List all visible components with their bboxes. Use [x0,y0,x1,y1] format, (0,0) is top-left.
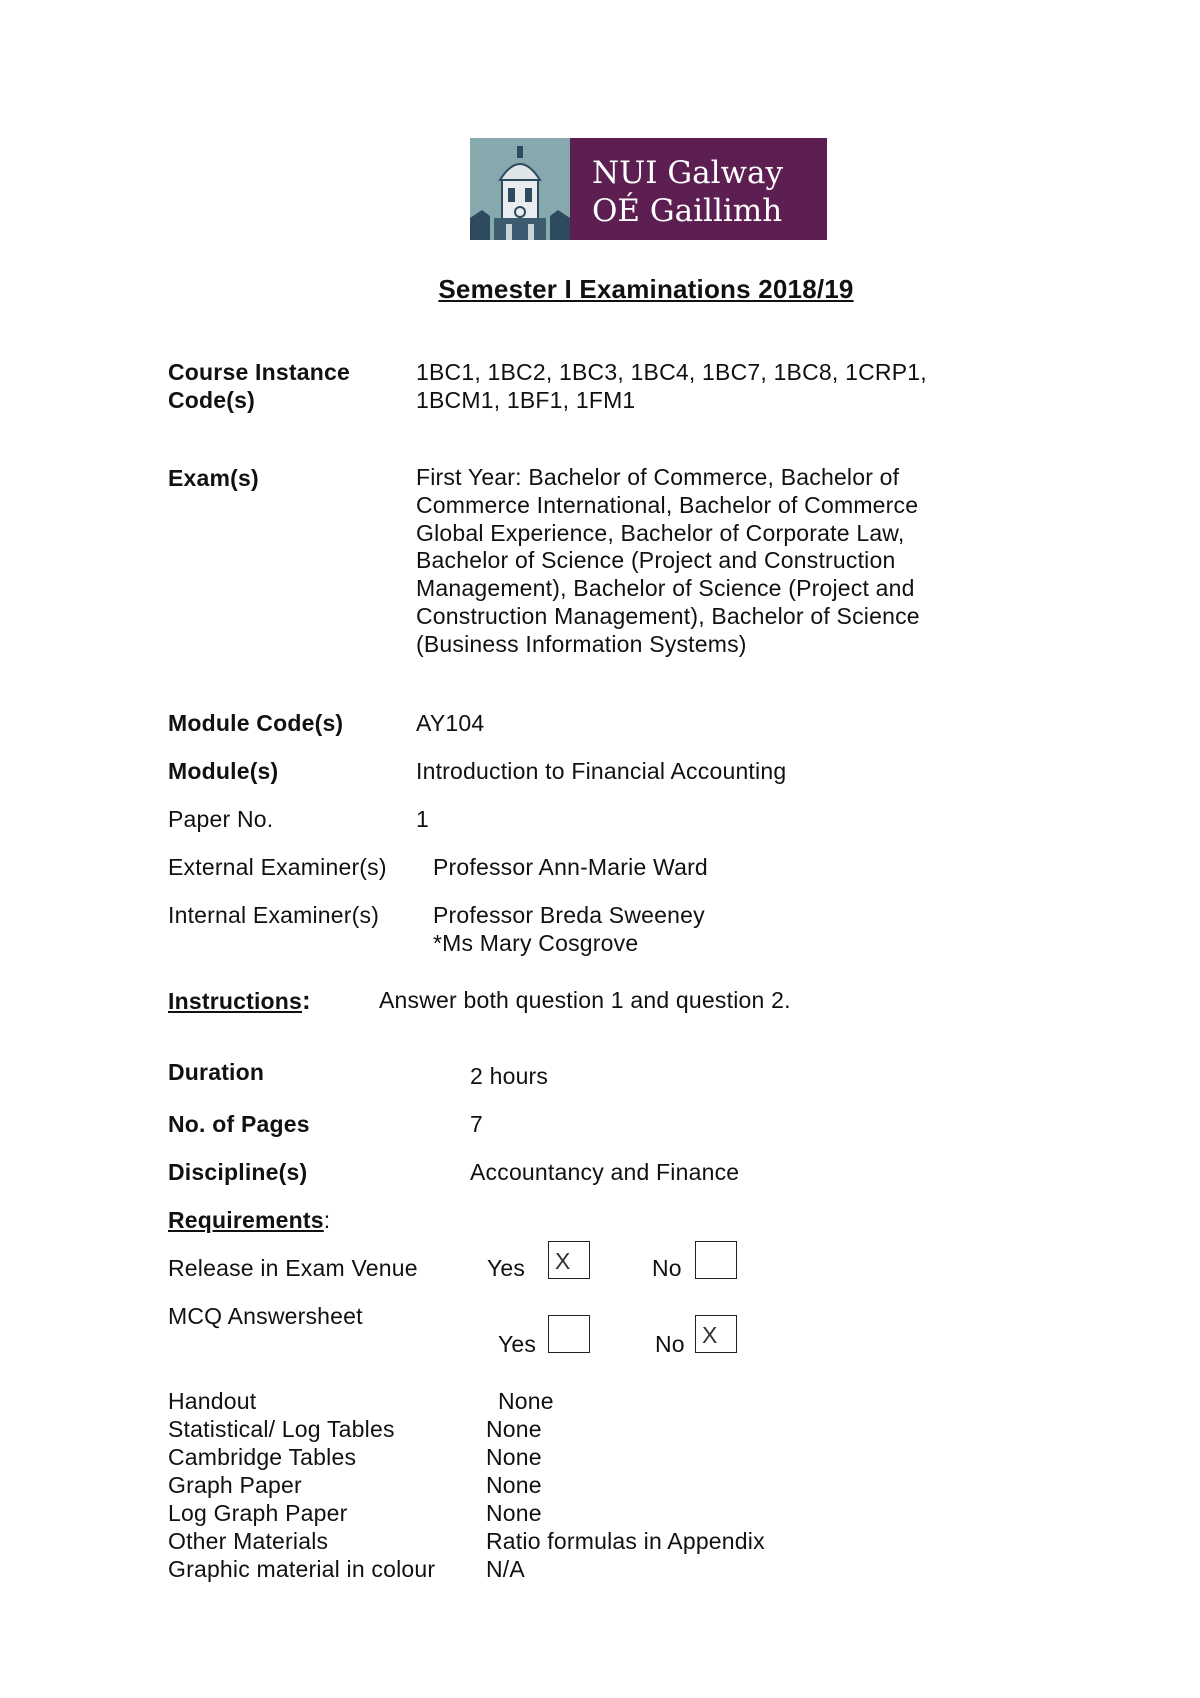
material-value: None [498,1388,554,1414]
exams-value [416,464,920,659]
exams-line: First Year: Bachelor of Commerce, Bachelor of [416,464,900,490]
internal-examiner-label: Internal Examiner(s) [168,902,380,928]
logo-line-1: NUI Galway [592,155,784,191]
exams-line: Global Experience, Bachelor of Corporate Law, [416,519,905,546]
material-value: Ratio formulas in Appendix [486,1528,765,1554]
mcq-yes-label: Yes [498,1331,537,1357]
course-instance-label-2: Code(s) [168,387,256,413]
instructions-value: Answer both question 1 and question 2. [379,987,791,1013]
module-code-label: Module Code(s) [168,710,344,736]
material-label: Statistical/ Log Tables [168,1416,395,1442]
paper-no-label: Paper No. [168,806,274,832]
mcq-no-label: No [655,1331,685,1357]
exams-line: Management), Bachelor of Science (Project and [416,575,915,602]
material-label: Cambridge Tables [168,1444,357,1470]
discipline-label: Discipline(s) [168,1159,308,1185]
course-instance-value-2: 1BCM1, 1BF1, 1FM1 [416,387,636,413]
release-yes-checkbox[interactable]: X [548,1241,590,1279]
mcq-label: MCQ Answersheet [168,1303,363,1329]
logo-wordmark [570,138,827,240]
internal-examiner-value-2: *Ms Mary Cosgrove [433,930,639,956]
course-instance-value-1: 1BC1, 1BC2, 1BC3, 1BC4, 1BC7, 1BC8, 1CRP1, [416,359,927,385]
requirements-label [168,1206,330,1234]
release-label: Release in Exam Venue [168,1255,418,1281]
university-logo [470,138,827,240]
instructions-label [168,986,311,1015]
duration-label: Duration [168,1059,265,1085]
pages-value: 7 [470,1111,483,1137]
exams-line: Construction Management), Bachelor of Science [416,602,920,629]
external-examiner-label: External Examiner(s) [168,854,387,880]
requirements-colon: : [323,1207,331,1233]
exams-line: Bachelor of Science (Project and Construction [416,547,896,574]
mcq-no-checkbox[interactable]: X [695,1315,737,1353]
material-label: Handout [168,1388,257,1414]
duration-value: 2 hours [470,1063,549,1089]
pages-label: No. of Pages [168,1111,310,1137]
material-value: None [486,1444,542,1470]
material-label: Log Graph Paper [168,1500,348,1526]
material-value: None [486,1500,542,1526]
internal-examiner-value-1: Professor Breda Sweeney [433,902,705,928]
page-title: Semester I Examinations 2018/19 [438,274,854,304]
exams-line: (Business Information Systems) [416,630,747,657]
external-examiner-value: Professor Ann-Marie Ward [433,854,708,880]
exams-label: Exam(s) [168,465,259,491]
release-no-checkbox[interactable] [695,1241,737,1279]
paper-no-value: 1 [416,806,429,832]
material-value: None [486,1472,542,1498]
material-value: None [486,1416,542,1442]
module-code-value: AY104 [416,710,485,736]
exams-line: Commerce International, Bachelor of Commerce [416,491,919,518]
material-label: Graphic material in colour [168,1556,436,1582]
clock-tower-icon [470,138,570,240]
material-label: Other Materials [168,1528,329,1554]
discipline-value: Accountancy and Finance [470,1159,740,1185]
requirements-label-text: Requirements [168,1207,324,1233]
release-yes-label: Yes [487,1255,526,1281]
material-label: Graph Paper [168,1472,302,1498]
mcq-yes-checkbox[interactable] [548,1315,590,1353]
logo-line-2: OÉ Gaillimh [592,193,783,229]
material-value: N/A [486,1556,525,1582]
release-no-label: No [652,1255,682,1281]
instructions-colon: : [302,985,311,1015]
instructions-label-text: Instructions [168,988,303,1014]
module-value: Introduction to Financial Accounting [416,758,787,784]
module-label: Module(s) [168,758,279,784]
course-instance-label-1: Course Instance [168,359,350,385]
